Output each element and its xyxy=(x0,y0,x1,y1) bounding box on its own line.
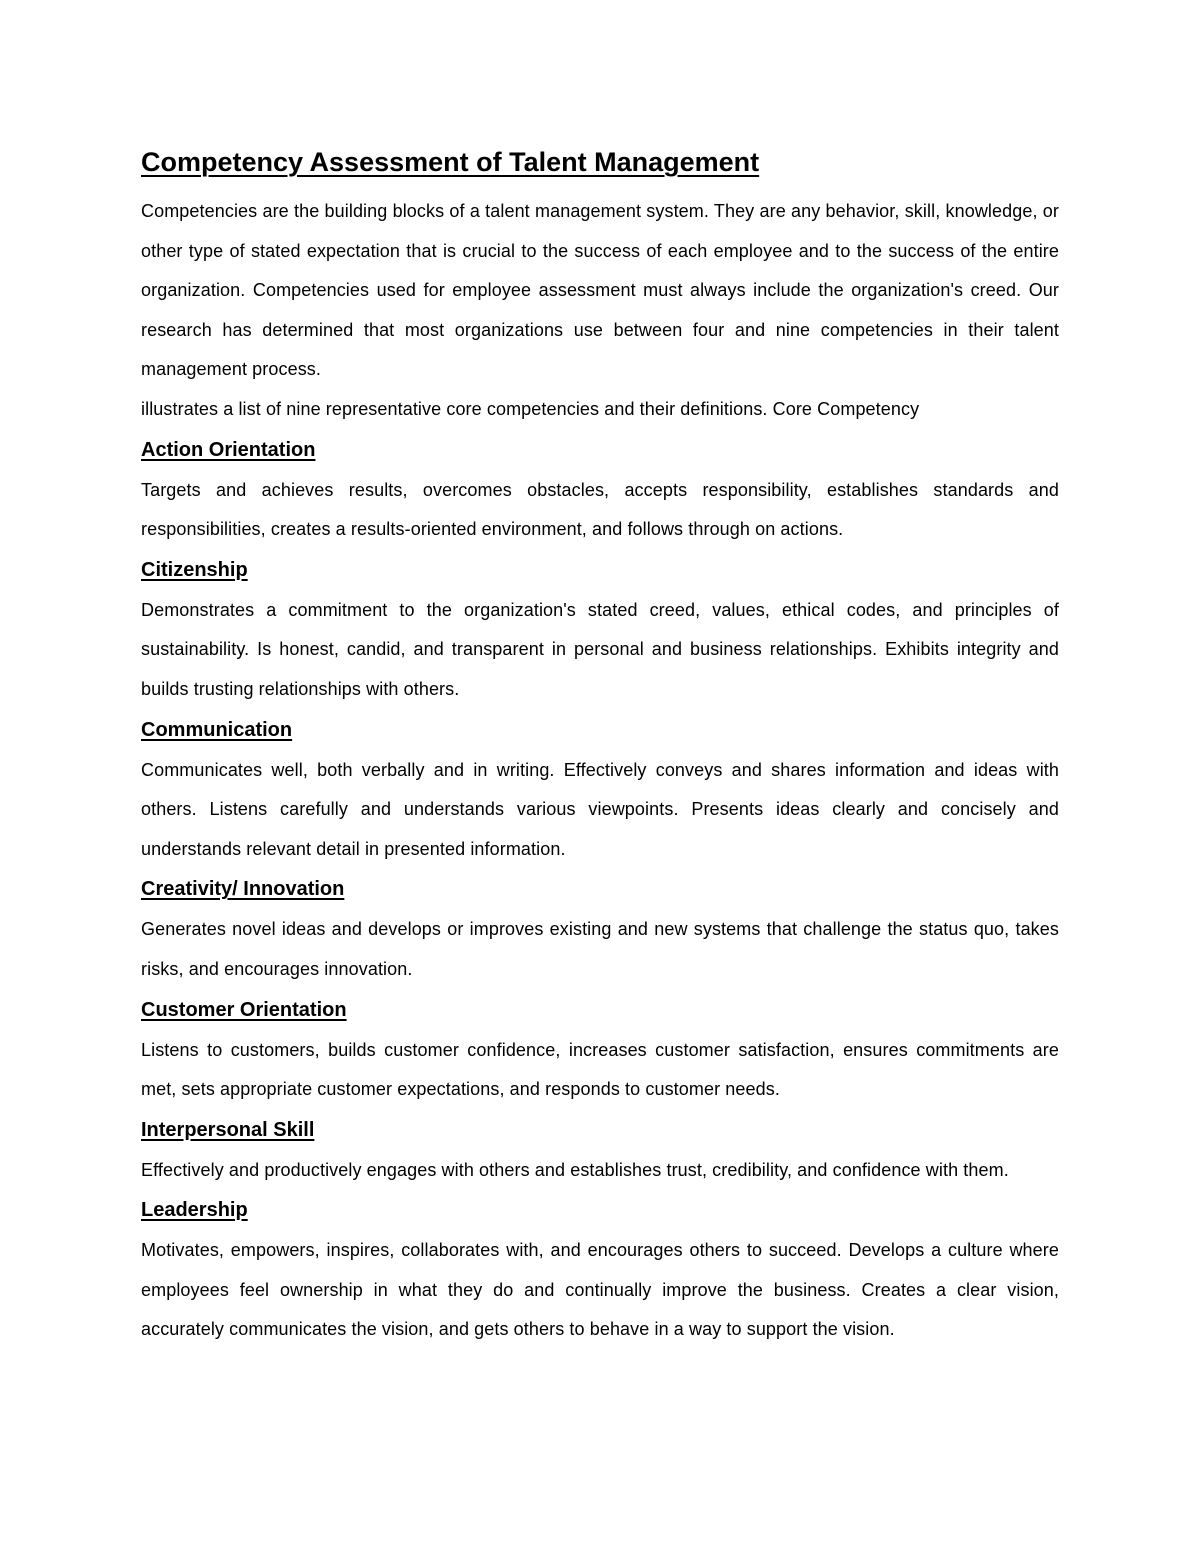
section-body: Demonstrates a commitment to the organization's stated creed, values, ethical codes, and principles of sustainability. Is honest, candid, and transparent in personal and business relationships. Exhibits integrity and builds trusting relationships with others. xyxy=(141,599,1059,699)
section-body: Motivates, empowers, inspires, collaborates with, and encourages others to succeed. Develops a culture where employees feel ownership in what they do and continually improve the business. Creates a clear vision, accurately communicates the vision, and gets others to behave in a way to support the vision. xyxy=(141,1240,1059,1340)
section-customer-orientation xyxy=(141,990,1059,1110)
section-creativity-innovation xyxy=(141,869,1059,989)
document-content xyxy=(141,140,1059,1350)
section-body: Effectively and productively engages with others and establishes trust, credibility, and confidence with them. xyxy=(141,1159,1009,1180)
section-heading: Interpersonal Skill xyxy=(141,1118,315,1141)
section-action-orientation xyxy=(141,430,1059,550)
section-interpersonal-skill xyxy=(141,1110,1059,1191)
section-heading: Leadership xyxy=(141,1199,248,1222)
section-communication xyxy=(141,710,1059,870)
section-heading: Creativity/ Innovation xyxy=(141,878,345,901)
section-body: Communicates well, both verbally and in writing. Effectively conveys and shares information and ideas with others. Listens carefully and understands various viewpoints. Presents ideas clearly and concisely and understands relevant detail in presented information. xyxy=(141,759,1059,859)
section-heading: Communication xyxy=(141,718,293,741)
section-heading: Customer Orientation xyxy=(141,998,347,1021)
section-heading: Citizenship xyxy=(141,558,248,581)
section-body: Generates novel ideas and develops or improves existing and new systems that challenge the status quo, takes risks, and encourages innovation. xyxy=(141,919,1059,979)
illustrates-line: illustrates a list of nine representative core competencies and their definitions. Core Competency xyxy=(141,398,920,419)
section-body: Targets and achieves results, overcomes obstacles, accepts responsibility, establishes standards and responsibilities, creates a results-oriented environment, and follows through on actions. xyxy=(141,479,1059,540)
section-citizenship xyxy=(141,550,1059,710)
intro-paragraph: Competencies are the building blocks of a talent management system. They are any behavior, skill, knowledge, or other type of stated expectation that is crucial to the success of each employee and to the success of the entire organization. Competencies used for employee assessment must always include the organization's creed. Our research has determined that most organizations use between four and nine competencies in their talent management process. xyxy=(141,201,1059,380)
section-body: Listens to customers, builds customer confidence, increases customer satisfaction, ensures commitments are met, sets appropriate customer expectations, and responds to customer needs. xyxy=(141,1039,1059,1100)
section-leadership xyxy=(141,1190,1059,1350)
section-heading: Action Orientation xyxy=(141,438,316,461)
document-title: Competency Assessment of Talent Management xyxy=(141,147,760,177)
